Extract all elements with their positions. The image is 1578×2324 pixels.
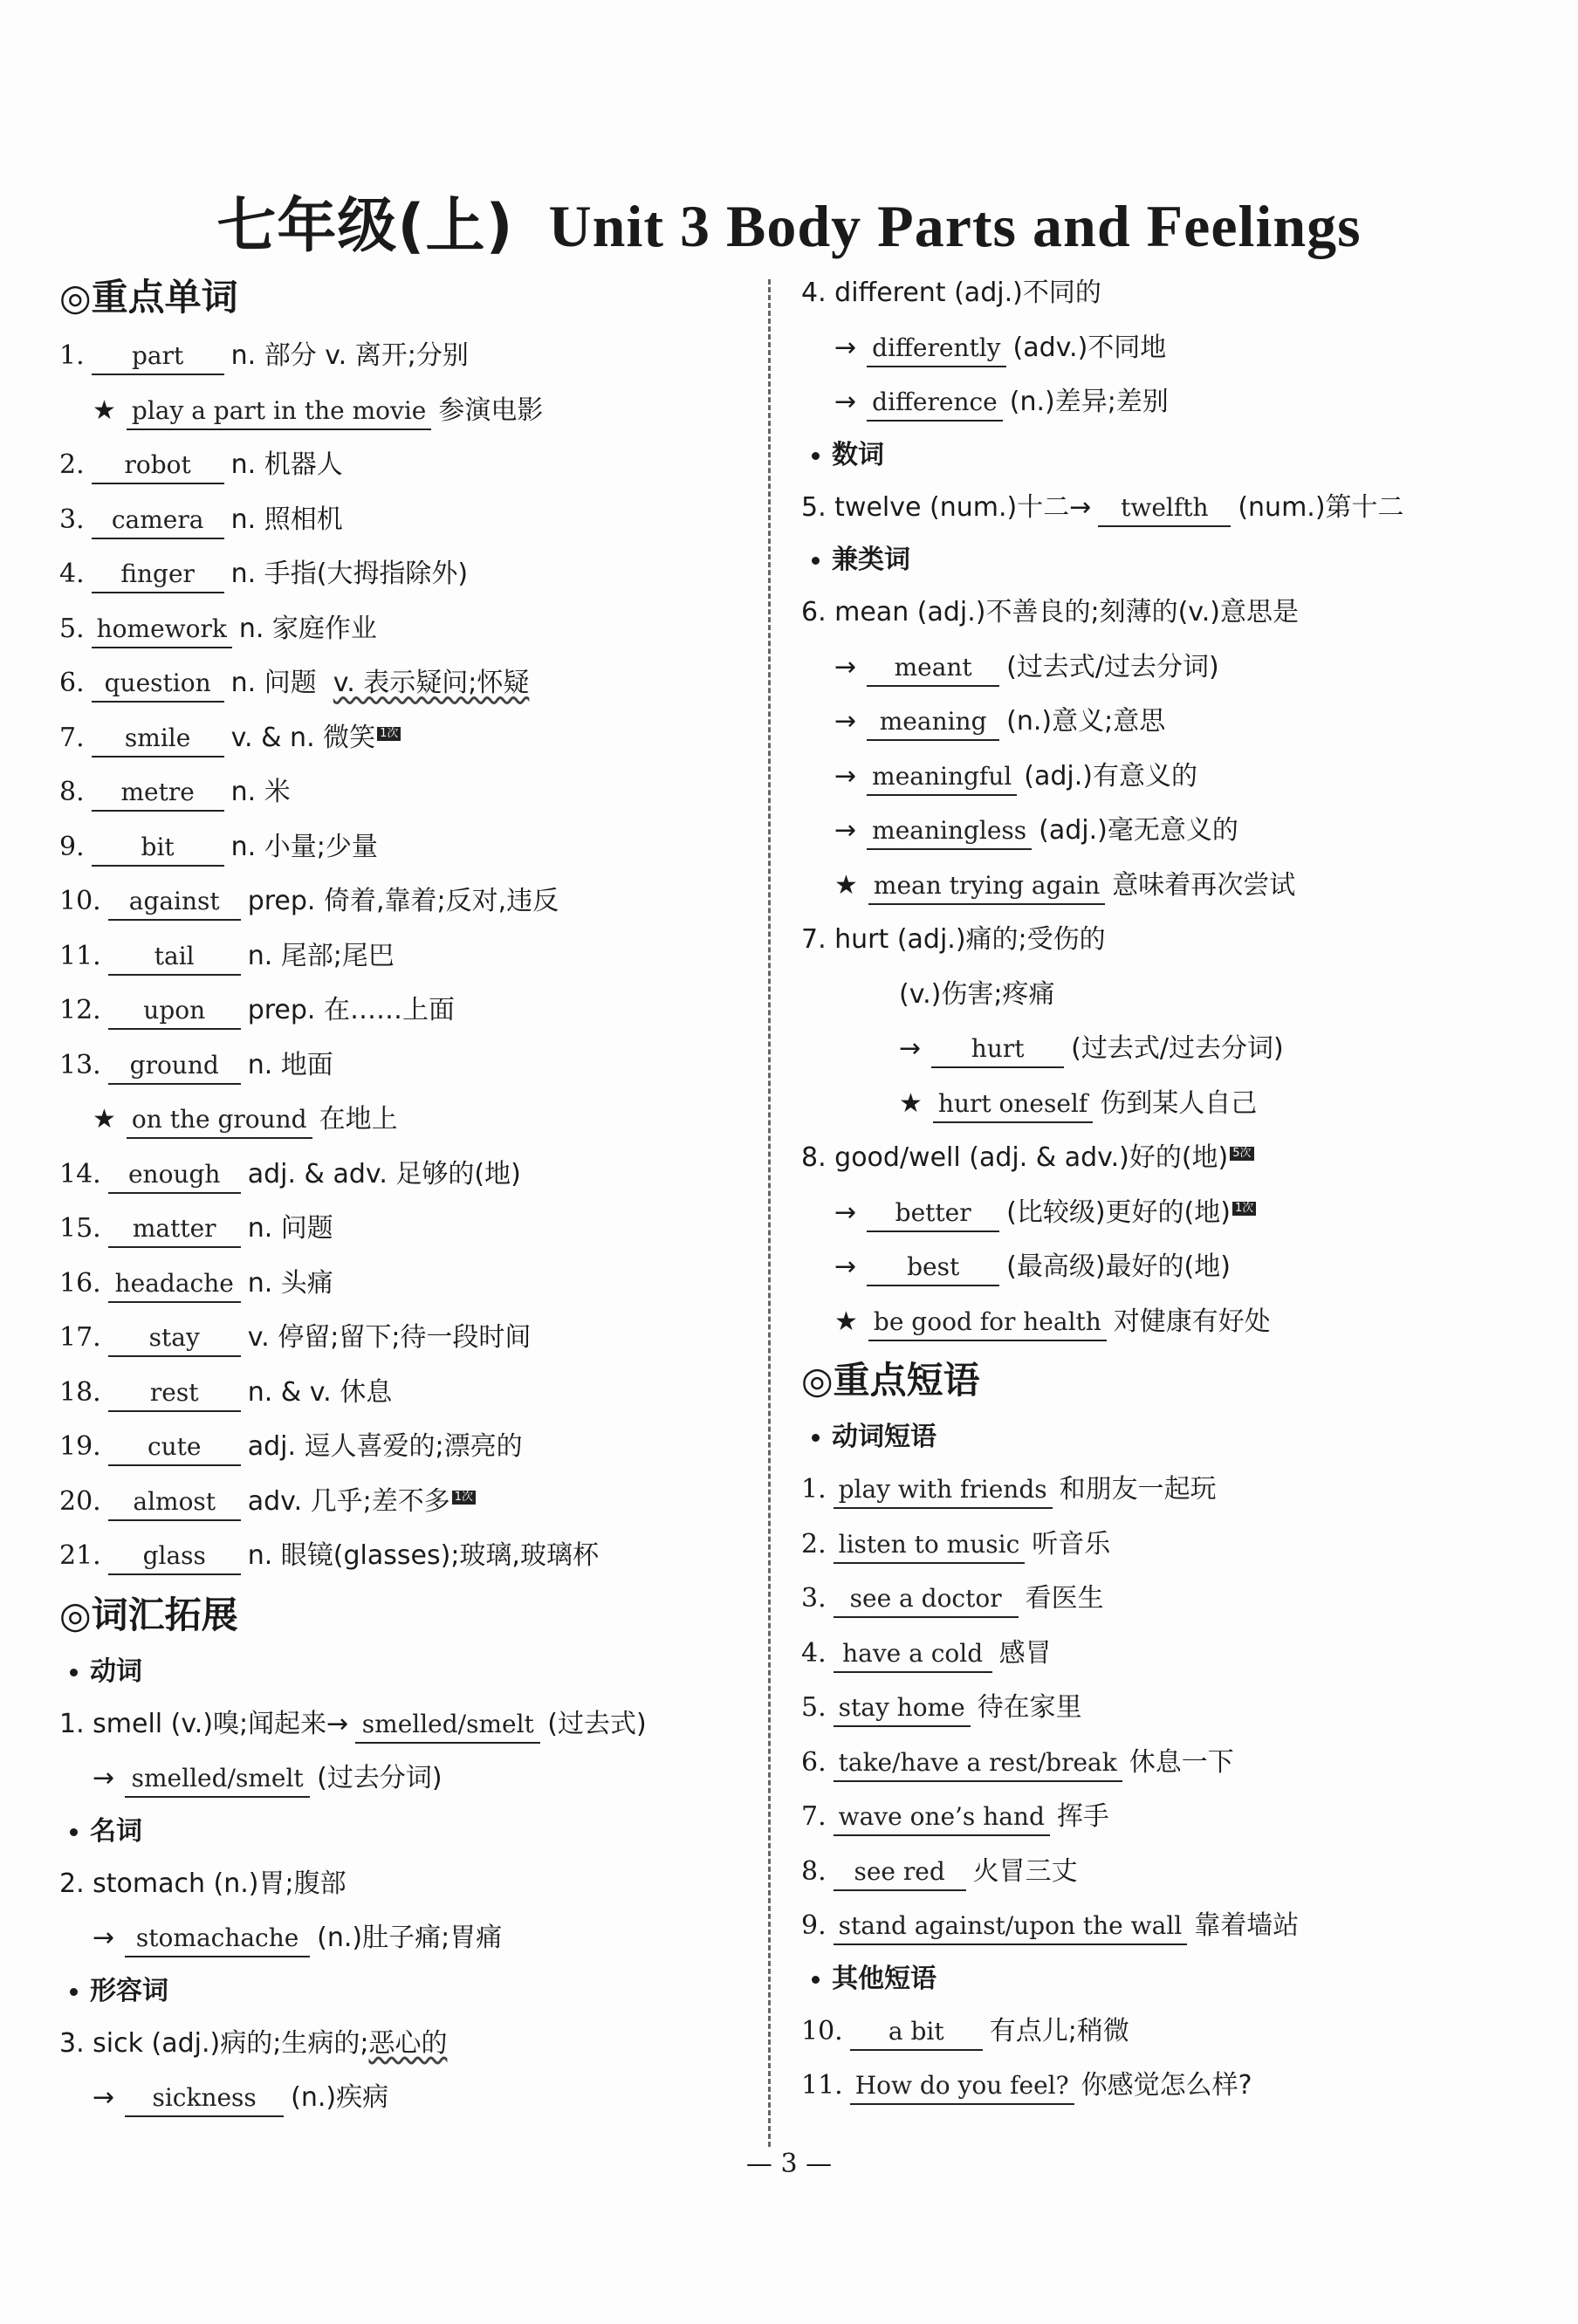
answer-blank: tail (108, 939, 241, 976)
vocab-row (59, 1752, 749, 1806)
wavy-underline-text: v. 表示疑问;怀疑 (333, 668, 530, 698)
arrow-icon: → (834, 815, 857, 846)
answer-blank: meant (867, 650, 999, 687)
text-span: 3. sick (adj.)病的;生病的; (59, 2027, 369, 2059)
text-span: 兼类词 (832, 545, 910, 575)
subsection-numeral (801, 430, 1534, 481)
text-span: 听音乐 (1032, 1528, 1111, 1560)
word-row (59, 1257, 749, 1312)
phrase-row (801, 1845, 1534, 1900)
phrase-row (801, 2005, 1534, 2060)
text-span: n. 小量;少量 (230, 831, 378, 862)
answer-blank: hurt (931, 1032, 1064, 1068)
page-number: — 3 — (745, 2149, 833, 2179)
text-span: 意味着再次尝试 (1112, 869, 1296, 901)
vocab-row (801, 481, 1534, 536)
text-span: v. 停留;留下;待一段时间 (247, 1322, 532, 1353)
vocab-row (801, 1131, 1534, 1186)
answer-blank: camera (92, 503, 224, 539)
text-span: n. 眼镜(glasses);玻璃,玻璃杯 (247, 1540, 599, 1571)
text-span: 名词 (90, 1815, 142, 1847)
vocab-row (59, 1911, 749, 1966)
bullet-icon (812, 1434, 820, 1442)
text-span: 16. (59, 1267, 101, 1299)
text-span: 13. (59, 1049, 101, 1080)
text-span: 18. (59, 1376, 101, 1408)
text-span: n. 机器人 (230, 449, 343, 480)
vocab-row (59, 1857, 749, 1912)
vocab-row (801, 695, 1534, 750)
text-span: 感冒 (998, 1637, 1052, 1669)
text-span: 11. (59, 940, 101, 971)
answer-blank: robot (92, 448, 224, 484)
text-span: 7. (59, 722, 85, 753)
vocab-row (59, 2071, 749, 2126)
star-phrase-row (59, 1093, 749, 1148)
answer-blank: meaningful (867, 759, 1017, 796)
text-span: 8. (59, 777, 85, 807)
arrow-icon: → (834, 1251, 857, 1282)
vocab-row (801, 641, 1534, 696)
text-span: n. 照相机 (230, 504, 343, 535)
text-span: adj. & adv. 足够的(地) (247, 1158, 521, 1189)
answer-blank: matter (108, 1211, 241, 1248)
page-title (0, 179, 1578, 264)
arrow-icon: → (834, 760, 857, 792)
text-span: 17. (59, 1322, 101, 1353)
bullet-icon (812, 557, 820, 565)
word-row (59, 1311, 749, 1366)
section-vocab-expansion: ◎词汇拓展 (59, 1593, 238, 1636)
text-span: 12. (59, 995, 101, 1025)
phrase-row (801, 1572, 1534, 1627)
answer-blank: see red (834, 1854, 966, 1891)
text-span: n. 家庭作业 (238, 613, 377, 644)
answer-blank: stomachache (125, 1921, 310, 1957)
star-icon: ★ (834, 869, 858, 901)
text-span: 9. (59, 831, 85, 862)
text-span: 6. (801, 1746, 827, 1778)
arrow-icon: → (834, 387, 857, 417)
answer-blank: a bit (850, 2014, 983, 2051)
text-span: 5. (801, 1692, 827, 1723)
text-span: (n.)疾病 (291, 2082, 389, 2113)
word-row (59, 656, 749, 711)
answer-blank: have a cold (834, 1636, 992, 1673)
text-span: 1. (59, 340, 85, 371)
arrow-icon: → (899, 1033, 922, 1064)
text-span: 伤到某人自己 (1100, 1087, 1258, 1119)
title-unit: Unit 3 Body Parts and Feelings (548, 193, 1362, 259)
bullet-icon (70, 1828, 78, 1836)
section-key-phrases: ◎重点短语 (801, 1359, 980, 1402)
text-span: 5. twelve (num.)十二→ (801, 491, 1092, 523)
vocab-row (801, 586, 1534, 641)
word-row (59, 1366, 749, 1421)
text-span: n. 地面 (247, 1049, 333, 1080)
star-phrase-row (801, 859, 1534, 914)
vocab-row (801, 1240, 1534, 1295)
arrow-icon: → (93, 2082, 115, 2113)
text-span: (adj.)毫无意义的 (1039, 815, 1238, 846)
arrow-icon: → (93, 1923, 115, 1953)
star-icon: ★ (93, 394, 116, 426)
star-phrase-row (59, 384, 749, 439)
phrase-row (801, 1899, 1534, 1954)
answer-blank: almost (108, 1484, 241, 1521)
answer-blank: stay home (834, 1690, 971, 1727)
word-row (59, 874, 749, 929)
text-span: prep. 倚着,靠着;反对,违反 (247, 886, 559, 916)
answer-blank: homework (92, 612, 232, 648)
text-span: n. 头痛 (247, 1267, 333, 1299)
text-span: 11. (801, 2070, 843, 2101)
answer-blank: hurt oneself (933, 1087, 1093, 1123)
star-icon: ★ (834, 1306, 858, 1337)
subsection-adjective (59, 1966, 749, 2017)
subsection-verb-phrases (801, 1412, 1534, 1463)
word-row (59, 1039, 749, 1093)
right-column (801, 266, 1534, 2114)
phrase-row (801, 1627, 1534, 1682)
arrow-icon: → (834, 706, 857, 737)
frequency-badge: 5次 (1230, 1147, 1253, 1161)
answer-blank: ground (108, 1048, 241, 1085)
text-span: 7. (801, 1801, 827, 1832)
text-span: 10. (801, 2015, 843, 2046)
text-span: prep. 在……上面 (247, 995, 456, 1025)
text-span: 1. smell (v.)嗅;闻起来→ (59, 1708, 349, 1739)
answer-blank: smelled/smelt (355, 1707, 540, 1744)
phrase-row (801, 2059, 1534, 2114)
answer-blank: upon (108, 993, 241, 1030)
subsection-verb (59, 1647, 749, 1697)
text-span: 你感觉怎么样? (1081, 2070, 1252, 2101)
text-span: (n.)意义;意思 (1006, 706, 1166, 737)
column-divider (768, 279, 771, 2147)
vocab-row (801, 968, 1534, 1023)
text-span: 和朋友一起玩 (1059, 1474, 1217, 1505)
word-row (59, 820, 749, 875)
answer-blank: against (108, 884, 241, 921)
bullet-icon (812, 452, 820, 460)
text-span: v. & n. 微笑 (230, 722, 376, 753)
word-row (59, 1148, 749, 1203)
text-span: (最高级)最好的(地) (1006, 1251, 1231, 1282)
bullet-icon (70, 1669, 78, 1676)
text-span: 对健康有好处 (1113, 1306, 1271, 1337)
answer-blank: enough (108, 1157, 241, 1194)
text-span: 参演电影 (438, 394, 544, 426)
vocab-row (801, 375, 1534, 430)
answer-blank: headache (108, 1266, 241, 1303)
answer-blank: mean trying again (868, 868, 1105, 905)
answer-blank: better (867, 1196, 999, 1232)
answer-blank: How do you feel? (850, 2068, 1074, 2105)
answer-blank: take/have a rest/break (834, 1745, 1122, 1782)
phrase-row (801, 1681, 1534, 1736)
text-span: (过去式/过去分词) (1006, 651, 1219, 682)
star-icon: ★ (899, 1087, 923, 1119)
arrow-icon: → (93, 1763, 115, 1793)
subsection-noun (59, 1806, 749, 1857)
answer-blank: be good for health (868, 1305, 1107, 1341)
word-row (59, 1529, 749, 1584)
answer-blank: play with friends (834, 1472, 1053, 1509)
arrow-icon: → (834, 332, 857, 363)
answer-blank: metre (92, 775, 224, 812)
vocab-row (801, 913, 1534, 968)
text-span: n. 部分 v. 离开;分别 (230, 340, 469, 371)
answer-blank: rest (108, 1375, 241, 1412)
word-row (59, 765, 749, 820)
subsection-other-phrases (801, 1954, 1534, 2005)
text-span: (n.)肚子痛;胃痛 (317, 1923, 503, 1953)
text-span: n. 问题 (247, 1213, 333, 1244)
text-span: 14. (59, 1158, 101, 1189)
word-row (59, 329, 749, 384)
text-span: 2. (801, 1528, 827, 1560)
text-span: (比较级)更好的(地) (1006, 1196, 1231, 1228)
word-row (59, 438, 749, 493)
answer-blank: twelfth (1098, 490, 1231, 527)
text-span: 动词短语 (832, 1422, 937, 1452)
text-span: 待在家里 (977, 1692, 1082, 1723)
star-phrase-row (801, 1077, 1534, 1132)
text-span: 15. (59, 1213, 101, 1244)
text-span: 8. (801, 1855, 827, 1887)
star-icon: ★ (93, 1104, 116, 1135)
text-span: 19. (59, 1431, 101, 1462)
phrase-row (801, 1518, 1534, 1573)
word-row (59, 984, 749, 1039)
vocab-row (801, 321, 1534, 376)
text-span: n. 手指(大拇指除外) (230, 559, 469, 589)
text-span: 3. (59, 504, 85, 535)
word-row (59, 711, 749, 766)
vocab-row (801, 804, 1534, 859)
text-span: n. 问题 (230, 668, 317, 698)
text-span: 5. (59, 613, 85, 644)
text-span: adj. 逗人喜爱的;漂亮的 (247, 1431, 523, 1462)
text-span: n. 尾部;尾巴 (247, 940, 394, 971)
text-span: 其他短语 (832, 1963, 937, 1994)
vocab-row (801, 750, 1534, 805)
text-span: 看医生 (1025, 1583, 1104, 1614)
text-span: 动词 (90, 1656, 142, 1687)
vocab-row (801, 266, 1534, 321)
text-span: 8. good/well (adj. & adv.)好的(地) (801, 1142, 1229, 1173)
text-span: 10. (59, 886, 101, 916)
word-row (59, 1202, 749, 1257)
section-key-words: ◎重点单词 (59, 276, 238, 319)
text-span: (过去式/过去分词) (1071, 1033, 1284, 1064)
text-span: 3. (801, 1583, 827, 1614)
answer-blank: smelled/smelt (125, 1761, 310, 1798)
text-span: n. & v. 休息 (247, 1376, 393, 1408)
answer-blank: wave one’s hand (834, 1800, 1050, 1836)
word-row (59, 493, 749, 548)
left-column (59, 266, 749, 2126)
frequency-badge: 1次 (377, 727, 401, 741)
answer-blank: smile (92, 721, 224, 758)
text-span: 6. (59, 668, 85, 698)
text-span: (n.)差异;差别 (1009, 387, 1169, 417)
answer-blank: play a part in the movie (127, 394, 431, 430)
answer-blank: differently (867, 331, 1005, 367)
text-span: 挥手 (1056, 1801, 1109, 1832)
vocab-row (801, 1186, 1534, 1241)
text-span: 形容词 (90, 1975, 168, 2006)
frequency-badge: 1次 (452, 1491, 476, 1505)
word-row (59, 929, 749, 984)
text-span: 在地上 (319, 1104, 398, 1135)
word-row (59, 1475, 749, 1530)
arrow-icon: → (834, 651, 857, 682)
answer-blank: stand against/upon the wall (834, 1909, 1188, 1945)
answer-blank: bit (92, 830, 224, 867)
text-span: 4. (801, 1637, 827, 1669)
text-span: 20. (59, 1485, 101, 1517)
text-span: 6. mean (adj.)不善良的;刻薄的(v.)意思是 (801, 597, 1299, 627)
frequency-badge: 1次 (1232, 1202, 1256, 1216)
arrow-icon: → (834, 1196, 857, 1228)
answer-blank: difference (867, 385, 1003, 422)
text-span: 休息一下 (1129, 1746, 1234, 1778)
text-span: 21. (59, 1540, 101, 1571)
text-span: (过去式) (547, 1708, 647, 1739)
text-span: 火冒三丈 (972, 1855, 1078, 1887)
text-span: 2. stomach (n.)胃;腹部 (59, 1868, 346, 1899)
answer-blank: on the ground (127, 1102, 312, 1139)
answer-blank: question (92, 666, 224, 703)
word-row (59, 602, 749, 657)
bullet-icon (812, 1976, 820, 1984)
text-span: adv. 几乎;差不多 (247, 1485, 450, 1517)
text-span: 9. (801, 1910, 827, 1941)
answer-blank: listen to music (834, 1527, 1026, 1564)
star-phrase-row (801, 1295, 1534, 1350)
text-span: (v.)伤害;疼痛 (899, 978, 1055, 1010)
wavy-underline-text: 恶心的 (368, 2027, 448, 2059)
text-span: (过去分词) (317, 1763, 443, 1793)
vocab-row (59, 2017, 749, 2072)
phrase-row (801, 1736, 1534, 1791)
phrase-row (801, 1463, 1534, 1518)
answer-blank: finger (92, 557, 224, 593)
answer-blank: meaningless (867, 813, 1032, 850)
answer-blank: part (92, 339, 224, 375)
word-row (59, 547, 749, 602)
text-span: 数词 (832, 439, 884, 470)
answer-blank: sickness (125, 2081, 284, 2117)
text-span: n. 米 (230, 777, 291, 807)
text-span: 4. (59, 559, 85, 589)
answer-blank: stay (108, 1320, 241, 1357)
vocab-row (59, 1697, 749, 1752)
text-span: 4. different (adj.)不同的 (801, 278, 1101, 308)
text-span: 2. (59, 449, 85, 480)
word-row (59, 1420, 749, 1475)
text-span: (num.)第十二 (1238, 491, 1404, 523)
text-span: 靠着墙站 (1194, 1910, 1300, 1941)
answer-blank: cute (108, 1429, 241, 1466)
text-span: 有点儿;稍微 (989, 2015, 1129, 2046)
answer-blank: glass (108, 1539, 241, 1575)
bullet-icon (70, 1988, 78, 1996)
text-span: (adj.)有意义的 (1024, 760, 1197, 792)
text-span: 1. (801, 1474, 827, 1505)
answer-blank: see a doctor (834, 1581, 1019, 1618)
answer-blank: meaning (867, 704, 999, 741)
text-span: (adv.)不同地 (1012, 332, 1167, 363)
phrase-row (801, 1790, 1534, 1845)
answer-blank: best (867, 1250, 999, 1286)
subsection-multi-class (801, 535, 1534, 586)
title-grade: 七年级(上) (216, 192, 514, 261)
text-span: 7. hurt (adj.)痛的;受伤的 (801, 924, 1106, 955)
vocab-row (801, 1022, 1534, 1077)
